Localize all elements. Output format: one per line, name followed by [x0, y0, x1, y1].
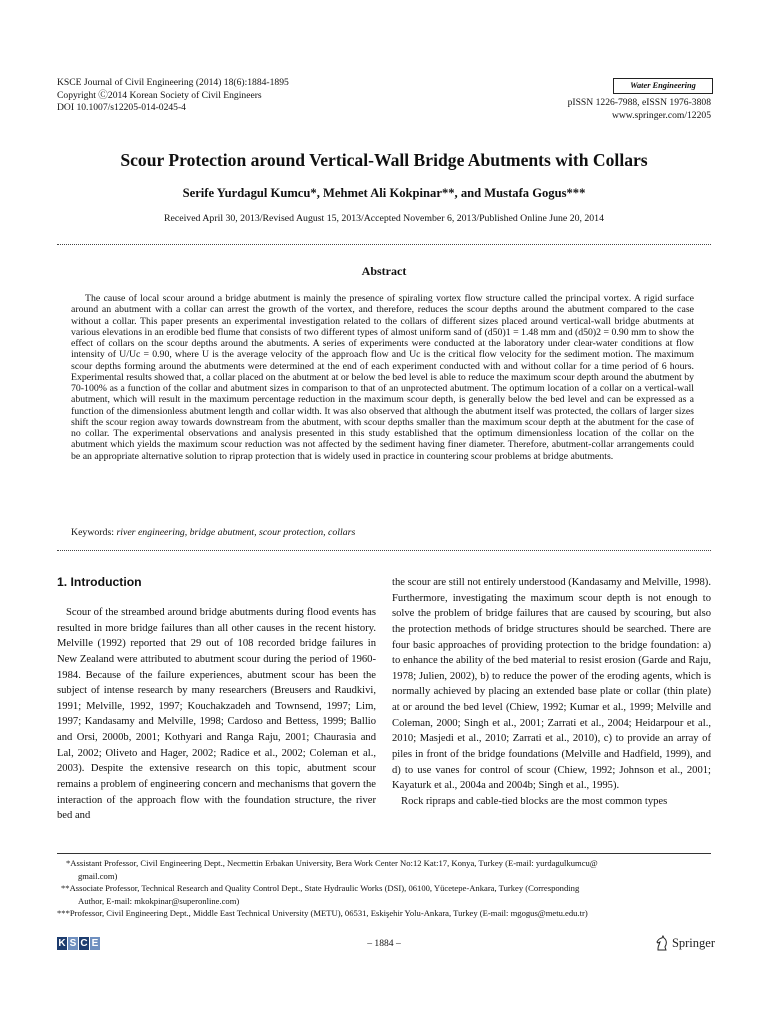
chess-knight-icon: [655, 935, 669, 951]
keywords-line: [71, 527, 694, 538]
intro-right-paragraph: the scour are still not entirely understood (Kandasamy and Melville, 1998). Furthermore, investigating the maximum scour depth is not enough to solve the problem of bridge failures that are caused by scouring, but also the protection methods of bridge structures should be searched. There are four basic approaches of providing protection to the bridge foundation: a) to enhance the ability of the bed material to resist erosion (Garde and Raju, 1978; Julien, 2002), b) to reduce the power of the eroding agents, which is normally achieved by placing an extended base plate or collar (thin plate) at or around the bed level (Chiew, 1992; Kumar et al., 1999; Melville and Coleman, 2000; Singh et al., 2001; Zarrati et al., 2004; Heidarpour et al., 2010; Masjedi et al., 2010; Zarrati et al., 2010), c) to provide an array of piles in front of the bridge foundations (Melville and Hadfield, 1999), and d) to use vanes for control of scour (Chiew, 1992; Johnson et al., 2001; Kayaturk et al., 2004a and 2004b; Singh et al., 1995).: [392, 577, 711, 792]
author-list: Serife Yurdagul Kumcu*, Mehmet Ali Kokpinar**, and Mustafa Gogus***: [182, 186, 586, 200]
logo-letter: K: [58, 938, 66, 949]
abstract-heading: Abstract: [361, 264, 407, 278]
footnotes: [57, 857, 713, 920]
logo-letter: S: [69, 938, 77, 949]
intro-right-column: [392, 575, 711, 809]
copyright-line: Copyright Ⓒ2014 Korean Society of Civil Engineers: [57, 89, 262, 101]
logo-letter: E: [91, 938, 99, 949]
journal-header: [57, 77, 289, 115]
intro-left-column: Scour of the streambed around bridge abutments during flood events has resulted in more bridge failures than all other causes in the recent history. Melville (1992) reported that 29 out of 108 recorded bridge failures in New Zealand were attributed to abutment scour during the period of 1960-1984. Because of the failure experiences, abutment scour has been the subject of intense research by many researchers (Breusers and Raudkivi, 1991; Melville, 1992, 1997; Kouchakzadeh and Townsend, 1997; Lim, 1997; Kandasamy and Melville, 1998; Cardoso and Bettess, 1999; Ballio and Orsi, 2000b, 2001; Kothyari and Ranga Raju, 2001; Chaurasia and Lal, 2002; Oliveto and Hager, 2002; Radice et al., 2002; Coleman et al., 2003). Despite the extensive research on this topic, abutment scour remains a problem of engineering concern and mechanisms that govern the interaction of the approach flow with the foundation structure, the river bed and: [57, 607, 376, 822]
page-number: – 1884 –: [367, 938, 401, 949]
section-heading: 1. Introduction: [57, 575, 142, 589]
journal-url[interactable]: www.springer.com/12205: [611, 109, 711, 121]
footnote-1: *Assistant Professor, Civil Engineering Dept., Necmettin Erbakan University, Bera Work Center No:12 Kat:17, Konya, Turkey (E-mail: yurdagulkumcu@ gmail.com): [66, 858, 598, 881]
intro-right-paragraph-2: Rock ripraps and cable-tied blocks are the most common types: [401, 795, 668, 807]
keywords-label: Keywords:: [71, 527, 114, 538]
divider-bottom: [57, 550, 711, 551]
received-dates: Received April 30, 2013/Revised August 15, 2013/Accepted November 6, 2013/Published Online June 20, 2014: [164, 213, 604, 224]
logo-letter: C: [80, 938, 88, 949]
keywords-list: river engineering, bridge abutment, scour protection, collars: [116, 527, 356, 538]
divider-top: [57, 244, 711, 245]
issn-line: pISSN 1226-7988, eISSN 1976-3808: [567, 97, 711, 108]
abstract-text: The cause of local scour around a bridge abutment is mainly the presence of spiraling vortex flow structure called the principal vortex. A rigid surface around an abutment with a collar can arrest the growth of the vortex, and therefore, reduces the scour depths around the abutment compared to the case without a collar. This paper presents an experimental investigation related to the collars of different sizes placed around vertical-wall bridge abutments at various elevations in an erodible bed flume that consists of two different types of almost uniform sand of (d50)1 = 1.48 mm and (d50)2 = 0.90 mm to show the effect of collars on the scour depths around the abutments. A series of experiments were conducted at the laboratory under clear-water conditions at flow intensity of U/Uc = 0.90, where U is the average velocity of the approach flow and Uc is the critical flow velocity for the sediment motion. The maximum scour depths forming around the abutments were determined at the end of each experiment conducted with and without collar for a time period of 6 hours. Experimental results showed that, a collar placed on the abutment at or below the bed level is able to reduce the maximum scour depth around the abutment by 70-100% as a function of the collar and abutment sizes in comparison to that of an unprotected abutment. The optimum location of a collar on a vertical-wall abutment, which will result in the maximum percentage reduction in the maximum scour depth, is generally below the bed level and can be expressed as a function of the dimensionless abutment length and collar width. It was also observed that although the abutment itself was protected, the collars of larger sizes shift the scour region away towards downstream from the abutment, with scour depths smaller than the maximum scour depth at the abutment for the case of no collar. The experimental observations and analysis presented in this study established that the optimum dimensionless location of the collar on the abutment which yields the maximum scour reduction was not affected by the sediment having finer diameter. Therefore, abutment-collar arrangements could be an appropriate alternative solution to riprap protection that is widely used in practice in countering scour problems at bridge abutments.: [71, 293, 694, 462]
footnote-2: **Associate Professor, Technical Research and Quality Control Dept., State Hydraulic Works (DSI), 06100, Yücetepe-Ankara, Turkey (Corresponding Author, E-mail: mkokpinar@superonline.com): [61, 883, 580, 906]
article-title: Scour Protection around Vertical-Wall Bridge Abutments with Collars: [120, 150, 648, 170]
section-badge: Water Engineering: [613, 78, 713, 94]
issn-block: [568, 97, 711, 122]
footnote-3: ***Professor, Civil Engineering Dept., Middle East Technical University (METU), 06531, Eskişehir Yolu-Ankara, Turkey (E-mail: mgogus@metu.edu.tr): [57, 908, 588, 919]
doi-line: DOI 10.1007/s12205-014-0245-4: [57, 102, 186, 114]
journal-citation: KSCE Journal of Civil Engineering (2014) 18(6):1884-1895: [57, 77, 289, 88]
springer-wordmark: Springer: [671, 935, 715, 950]
footnote-rule: [57, 853, 711, 854]
springer-logo: [655, 934, 715, 952]
